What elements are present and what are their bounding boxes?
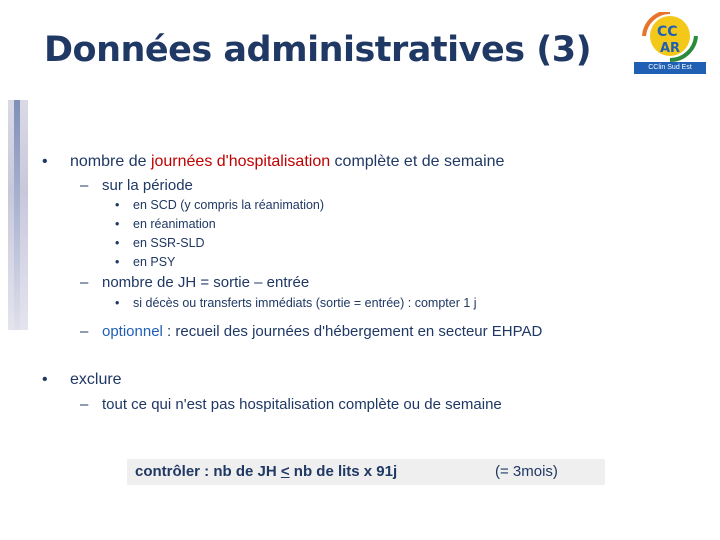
cclin-logo — [634, 12, 706, 72]
control-formula: contrôler : nb de JH < nb de lits x 91j — [135, 463, 398, 480]
list-item: • en réanimation — [115, 217, 216, 231]
logo-caption: CClin Sud Est — [634, 62, 706, 74]
highlight-optionnel: optionnel — [102, 323, 163, 340]
bullet-exclure: • exclure — [42, 371, 122, 388]
svg-text:AR: AR — [660, 41, 681, 56]
sub-nombre-jh: – nombre de JH = sortie – entrée — [80, 274, 310, 291]
logo-graphic — [634, 12, 706, 62]
sub-exclure: – tout ce qui n'est pas hospitalisation complète ou de semaine — [80, 396, 502, 413]
control-note: (= 3mois) — [495, 463, 558, 480]
list-item: • en SSR-SLD — [115, 236, 205, 250]
bullet-journees: • nombre de journées d'hospitalisation complète et de semaine — [42, 153, 505, 170]
list-item: • en SCD (y compris la réanimation) — [115, 198, 325, 212]
sub-optionnel: – optionnel : recueil des journées d'hébergement en secteur EHPAD — [80, 323, 543, 340]
page-title: Données administratives (3) — [44, 30, 592, 70]
svg-text:CC: CC — [657, 24, 678, 40]
highlight-journees: journées d'hospitalisation — [150, 153, 331, 170]
decorative-side-bar — [8, 100, 28, 330]
control-box — [127, 459, 605, 485]
list-item: • en PSY — [115, 255, 176, 269]
sub-periode: – sur la période — [80, 177, 193, 194]
list-item: • si décès ou transferts immédiats (sortie = entrée) : compter 1 j — [115, 296, 477, 310]
